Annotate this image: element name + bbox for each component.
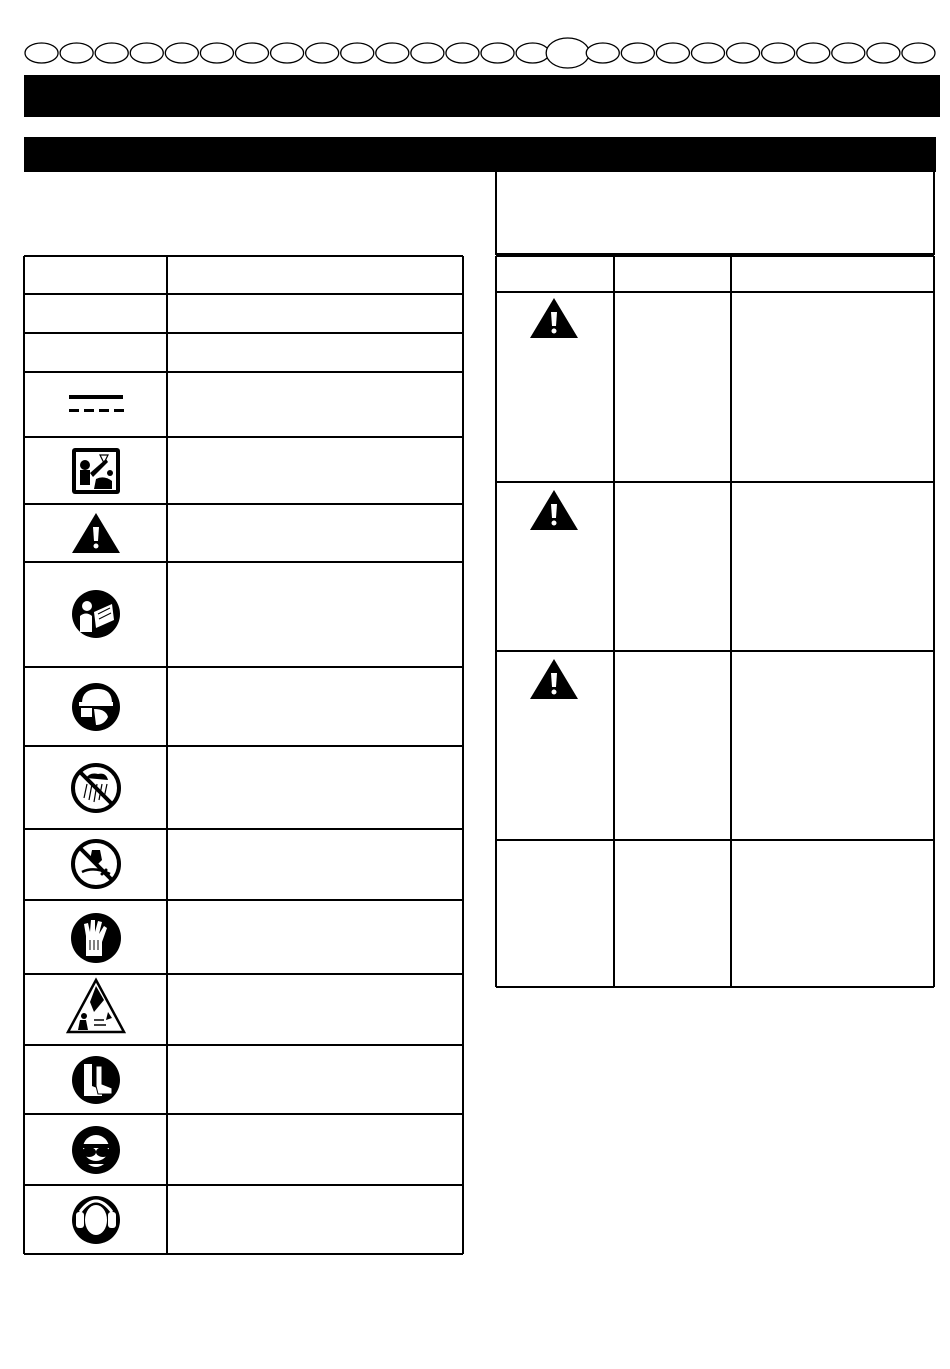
electric-hazard-sign-icon bbox=[72, 448, 120, 494]
read-manual-icon bbox=[72, 590, 120, 638]
direct-current-icon bbox=[69, 395, 124, 412]
safety-glasses-icon bbox=[72, 1126, 120, 1174]
gloves-icon bbox=[71, 913, 121, 963]
warning-triangle-icon bbox=[530, 659, 578, 699]
warning-triangle-icon bbox=[530, 490, 578, 530]
safety-boots-icon bbox=[72, 1056, 120, 1104]
symbols-table-grid bbox=[24, 256, 463, 1254]
no-rain-icon bbox=[73, 765, 119, 811]
warning-triangle-icon bbox=[530, 298, 578, 338]
hard-hat-visor-icon bbox=[72, 683, 120, 731]
no-cut-cord-icon bbox=[73, 841, 119, 887]
falling-objects-triangle-icon bbox=[68, 980, 124, 1032]
ear-protection-icon bbox=[72, 1196, 120, 1244]
warning-triangle-icon bbox=[72, 513, 120, 553]
signal-words-table-grid bbox=[496, 256, 934, 987]
